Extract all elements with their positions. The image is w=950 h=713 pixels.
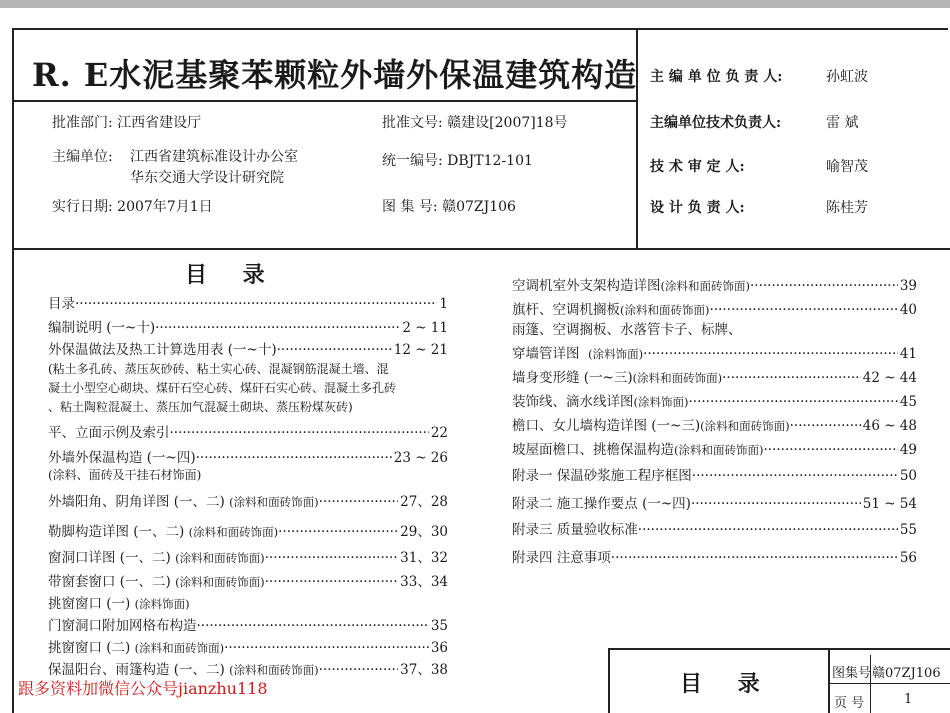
toc-entry-page: 39 (899, 278, 917, 294)
titleblock-mid-rule (828, 683, 950, 684)
toc-entry-page: 45 (899, 394, 917, 410)
toc-entry-text: 外保温做法及热工计算选用表 (一~十) (48, 342, 277, 358)
toc-entry-text: 穿墙管详图 (512, 346, 580, 362)
header-bottom-rule (12, 248, 950, 250)
footer-page-label: 页 号 (834, 696, 865, 711)
toc-entry[interactable] (512, 492, 917, 512)
toc-entry-text: 空调机室外支架构造详图 (512, 278, 661, 294)
toc-entry-page: 46 ~ 48 (862, 418, 917, 434)
toc-entry-text: 保温阳台、雨篷构造 (一、二) (48, 662, 225, 678)
toc-entry-text: 附录二 施工操作要点 (一~四) (512, 496, 691, 512)
approval-number: 批准文号: 赣建设[2007]18号 (382, 115, 568, 131)
toc-entry-page: 41 (899, 346, 917, 362)
footer-atlas-label: 图集号 (832, 666, 872, 681)
toc-entry-text: 挑窗窗口 (二) (48, 640, 131, 656)
staff-name-1: 孙虹波 (826, 69, 868, 85)
toc-entry-text: 挑窗窗口 (一) (48, 596, 131, 612)
toc-entry[interactable] (48, 446, 448, 466)
staff-role-2: 主编单位技术负责人: (650, 115, 782, 131)
toc-entry[interactable] (48, 316, 448, 336)
unified-number: 统一编号: DBJT12-101 (382, 153, 533, 169)
editor-unit-2: 华东交通大学设计研究院 (130, 170, 284, 186)
toc-entry-page: 37、38 (400, 662, 448, 678)
titleblock-divider (828, 648, 830, 713)
toc-window-1[interactable] (48, 592, 190, 612)
toc-entry-page: 50 (899, 468, 917, 484)
staff-name-3: 喻智茂 (826, 159, 868, 175)
staff-role-4: 设 计 负 责 人: (650, 200, 745, 216)
toc-entry-page: 51 ~ 54 (862, 496, 917, 512)
toc-entry-text: 旗杆、空调机搁板 (512, 302, 620, 318)
toc-entry-sub: (涂料饰面) (134, 597, 190, 611)
toc-entry[interactable] (512, 390, 917, 410)
toc-entry[interactable] (48, 658, 448, 678)
toc-entry-sub: (涂料和面砖饰面) (674, 443, 764, 457)
toc-entry-sub: (涂料和面砖饰面) (134, 641, 225, 655)
toc-entry-sub: (涂料和面砖饰面) (700, 419, 790, 433)
toc-entry[interactable] (48, 614, 448, 634)
toc-entry-page: 35 (430, 618, 448, 634)
toc-entry-text: 附录四 注意事项 (512, 550, 611, 566)
toc-entry-sub: (涂料和面砖饰面) (188, 525, 279, 539)
toc-entry-sub: (涂料和面砖饰面) (660, 279, 750, 293)
toc-entry-page: 1 (439, 296, 448, 312)
toc-entry-sub: (涂料饰面) (588, 347, 644, 361)
editor-unit-label: 主编单位: (52, 149, 113, 165)
toc-entry-text: 装饰线、滴水线详图 (512, 394, 634, 410)
toc-entry[interactable] (512, 298, 917, 318)
toc-entry-text: 檐口、女儿墙构造详图 (一~三) (512, 418, 701, 434)
toc-entry-page: 49 (899, 442, 917, 458)
toc-entry-sub: (涂料饰面) (633, 395, 689, 409)
toc-entry-sub: (涂料和面砖饰面) (229, 495, 319, 509)
toc-entry-text: 编制说明 (一~十) (48, 320, 156, 336)
toc-multi-line-1[interactable]: 雨篷、空调搁板、水落管卡子、标牌、 (512, 322, 742, 338)
editor-unit-1: 江西省建筑标准设计办公室 (130, 149, 298, 165)
toc-entry[interactable] (512, 438, 917, 458)
toc-entry-text: 外墙外保温构造 (一~四) (48, 450, 196, 466)
toc-note-finish: (涂料、面砖及干挂石材饰面) (48, 468, 202, 482)
toc-entry-page: 12 ~ 21 (393, 342, 448, 358)
toc-entry-page: 27、28 (400, 494, 448, 510)
titleblock-top-rule (608, 648, 950, 650)
toc-entry-page: 22 (430, 425, 448, 441)
toc-entry[interactable] (48, 338, 448, 358)
toc-entry-page: 23 ~ 26 (393, 450, 448, 466)
toc-entry[interactable] (512, 518, 917, 538)
toc-entry-page: 55 (899, 522, 917, 538)
toc-entry[interactable] (512, 366, 917, 386)
viewer-top-bar (0, 0, 950, 8)
toc-note-line: (粘土多孔砖、蒸压灰砂砖、粘土实心砖、混凝钢筋混凝土墙、混 (48, 362, 389, 376)
watermark-text: 跟多资料加微信公众号jianzhu118 (18, 679, 268, 698)
toc-entry-page: 56 (899, 550, 917, 566)
staff-name-4: 陈桂芳 (826, 200, 868, 216)
toc-entry-page: 36 (430, 640, 448, 656)
approval-dept: 批准部门: 江西省建设厅 (52, 115, 202, 131)
toc-note-line: 凝土小型空心砌块、煤矸石空心砖、煤矸石实心砖、混凝土多孔砖 (48, 381, 397, 395)
toc-entry[interactable] (48, 292, 448, 312)
toc-entry-text: 勒脚构造详图 (一、二) (48, 524, 185, 540)
document-title: R. E水泥基聚苯颗粒外墙外保温建筑构造 (32, 56, 638, 94)
footer-title: 目 录 (680, 671, 774, 697)
toc-entry[interactable] (512, 546, 917, 566)
atlas-number: 图 集 号: 赣07ZJ106 (382, 199, 516, 215)
toc-entry-text: 窗洞口详图 (一、二) (48, 550, 171, 566)
footer-atlas-value: 赣07ZJ106 (872, 666, 941, 681)
toc-entry[interactable] (48, 570, 448, 590)
staff-role-1: 主 编 单 位 负 责 人: (650, 69, 783, 85)
toc-entry-page: 40 (899, 302, 917, 318)
toc-entry-text: 墙身变形缝 (一~三) (512, 370, 633, 386)
toc-entry-sub: (涂料和面砖饰面) (175, 551, 265, 565)
titleblock-left-rule (608, 648, 610, 713)
toc-entry-text: 附录一 保温砂浆施工程序框图 (512, 468, 692, 484)
toc-entry[interactable] (512, 464, 917, 484)
effective-date: 实行日期: 2007年7月1日 (52, 199, 213, 215)
toc-entry-text: 目录 (48, 296, 75, 312)
toc-entry-text: 平、立面示例及索引 (48, 425, 170, 441)
toc-entry-page: 29、30 (400, 524, 448, 540)
toc-entry-sub: (涂料和面砖饰面) (229, 663, 319, 677)
toc-entry-text: 附录三 质量验收标准 (512, 522, 638, 538)
title-rule (12, 100, 636, 102)
toc-heading: 目 录 (185, 262, 279, 288)
toc-entry[interactable] (512, 342, 917, 362)
toc-entry-page: 42 ~ 44 (862, 370, 917, 386)
toc-entry-page: 31、32 (400, 550, 448, 566)
footer-page-value: 1 (904, 692, 913, 707)
toc-entry[interactable] (48, 520, 448, 540)
toc-entry-text: 坡屋面檐口、挑檐保温构造 (512, 442, 674, 458)
toc-entry-text: 门窗洞口附加网格布构造 (48, 618, 197, 634)
toc-entry-page: 2 ~ 11 (402, 320, 448, 336)
toc-note-line: 、粘土陶粒混凝土、蒸压加气混凝土砌块、蒸压粉煤灰砖) (48, 400, 353, 414)
toc-entry[interactable] (48, 546, 448, 566)
toc-entry-page: 33、34 (400, 574, 448, 590)
toc-entry-sub: (涂料和面砖饰面) (175, 575, 265, 589)
toc-entry-text: 带窗套窗口 (一、二) (48, 574, 171, 590)
toc-entry-sub: (涂料和面砖饰面) (620, 303, 710, 317)
staff-name-2: 雷 斌 (826, 115, 859, 131)
toc-entry[interactable] (48, 490, 448, 510)
staff-role-3: 技 术 审 定 人: (650, 159, 745, 175)
toc-entry-text: 外墙阳角、阴角详图 (一、二) (48, 494, 225, 510)
toc-entry[interactable] (512, 274, 917, 294)
toc-entry[interactable] (48, 636, 448, 656)
toc-entry[interactable] (512, 414, 917, 434)
toc-entry-sub: (涂料和面砖饰面) (632, 371, 723, 385)
toc-entry[interactable] (48, 421, 448, 441)
